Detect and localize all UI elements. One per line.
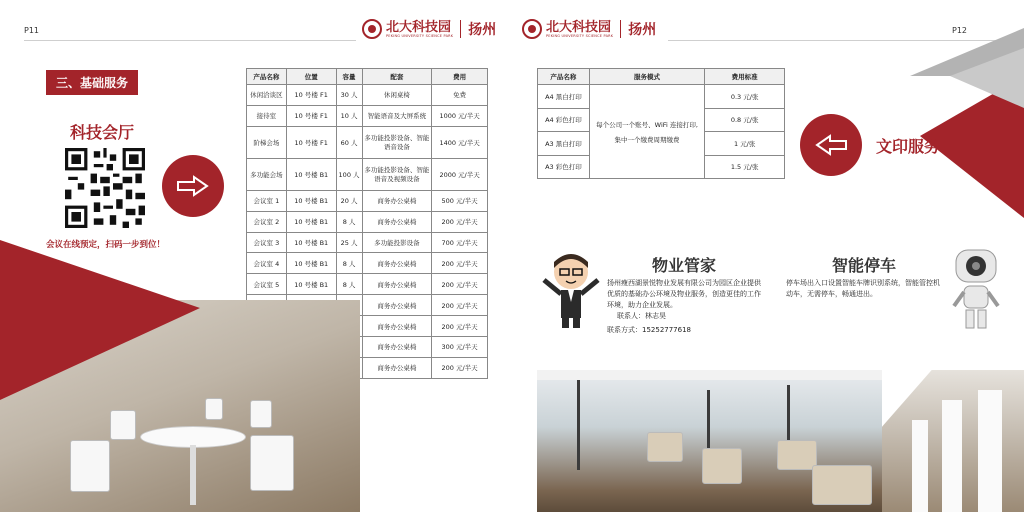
- table-row: 会议室 1 10 号楼 B1 20 人 商务办公桌椅 500 元/半天: [247, 190, 488, 211]
- triangle-decor-right: [880, 28, 1024, 218]
- table-row: 商务办公桌椅 200 元/半天: [247, 357, 488, 378]
- qr-caption: 会议在线预定，扫码一步到位！: [46, 240, 166, 250]
- brand-sub: PEKING UNIVERSITY SCIENCE PARK: [386, 33, 454, 38]
- table-row: A4 黑白打印 每个公司一个账号、WiFi 连接打印, 集中一个缴费周期缴费 0.3 元/张: [538, 85, 785, 109]
- table-row: A3 彩色打印 1.5 元/张: [538, 155, 785, 179]
- table-row: 商务办公桌椅 200 元/半天: [247, 295, 488, 316]
- print-title: 文印服务: [876, 137, 941, 156]
- table-row: 会议室 3 10 号楼 B1 25 人 多功能投影设备 700 元/半天: [247, 232, 488, 253]
- table-row: 会议室 2 10 号楼 B1 8 人 商务办公桌椅 200 元/半天: [247, 211, 488, 232]
- section-title: 三、基础服务: [46, 70, 138, 95]
- parking-desc: 停车场出入口设置智能车牌识别系统，智能管控机动车，无需停车，畅通进出。: [786, 279, 940, 298]
- seal-icon: [522, 19, 542, 39]
- contact-name: 林志昊: [645, 312, 666, 320]
- service-mode-cell: 每个公司一个账号、WiFi 连接打印, 集中一个缴费周期缴费: [589, 85, 705, 179]
- print-table: [537, 68, 785, 179]
- manager-cartoon-icon: [540, 250, 602, 330]
- brand-city: 扬州: [468, 22, 497, 38]
- th-product: 产品名称: [538, 69, 590, 85]
- page-number-right: P12: [952, 26, 968, 35]
- th-service-mode: 服务模式: [589, 69, 705, 85]
- brand-name: 北大科技园: [386, 19, 452, 35]
- table-row: A4 彩色打印 0.8 元/张: [538, 108, 785, 132]
- robot-icon: [950, 248, 1002, 332]
- seal-icon: [362, 19, 382, 39]
- th-product: 产品名称: [247, 69, 287, 85]
- contact-label: 联系人：: [617, 312, 645, 320]
- brand-right: [522, 19, 656, 39]
- corridor-photo: [882, 370, 1024, 512]
- brand-city: 扬州: [628, 22, 657, 38]
- arrow-right-button[interactable]: [162, 155, 224, 217]
- th-location: 位置: [286, 69, 336, 85]
- brand-sub: PEKING UNIVERSITY SCIENCE PARK: [546, 33, 614, 38]
- table-row: 阶梯会场 10 号楼 F1 60 人 多功能投影设备、智能语音设备 1400 元/半天: [247, 126, 488, 158]
- table-row: 商务办公桌椅 300 元/半天: [247, 337, 488, 358]
- phone-number[interactable]: 15252777618: [642, 326, 691, 334]
- th-fee-standard: 费用标准: [705, 69, 785, 85]
- arrow-right-icon: [176, 175, 210, 197]
- parking-title: 智能停车: [832, 256, 897, 275]
- table-row: A3 黑白打印 1 元/张: [538, 132, 785, 156]
- qr-code-icon[interactable]: [65, 148, 145, 228]
- table-row: 会议室 5 10 号楼 B1 8 人 商务办公桌椅 200 元/半天: [247, 274, 488, 295]
- th-capacity: 容量: [336, 69, 362, 85]
- phone-label: 联系方式：: [607, 326, 642, 334]
- hall-title: 科技会厅: [70, 123, 135, 142]
- property-desc: [607, 278, 767, 336]
- arrow-left-icon: [814, 134, 848, 156]
- th-facilities: 配套: [362, 69, 432, 85]
- table-row: 接待室 10 号楼 F1 10 人 智能语音及大屏系统 1000 元/半天: [247, 105, 488, 126]
- arrow-left-button[interactable]: [800, 114, 862, 176]
- table-row: 多功能会场 10 号楼 B1 100 人 多功能投影设备、智能语音及视频设备 2000 元/半天: [247, 158, 488, 190]
- table-row: 会议室 4 10 号楼 B1 8 人 商务办公桌椅 200 元/半天: [247, 253, 488, 274]
- table-row: 休闲洽谈区 10 号楼 F1 30 人 休闲桌椅 免费: [247, 85, 488, 106]
- white-diagonal-decor: [0, 300, 360, 350]
- table-row: 商务办公桌椅 200 元/半天: [247, 316, 488, 337]
- property-desc-text: 扬州瘦西湖景悦物业发展有限公司为园区企业提供优质的基础办公环境及物业服务，创造更佳的工作环境，助力企业发展。: [607, 279, 761, 309]
- brand-left: [362, 19, 496, 39]
- property-title: 物业管家: [652, 256, 717, 275]
- th-fee: 费用: [432, 69, 488, 85]
- lounge-photo: [537, 370, 882, 512]
- brand-name: 北大科技园: [546, 19, 612, 35]
- page-number-left: P11: [24, 26, 40, 35]
